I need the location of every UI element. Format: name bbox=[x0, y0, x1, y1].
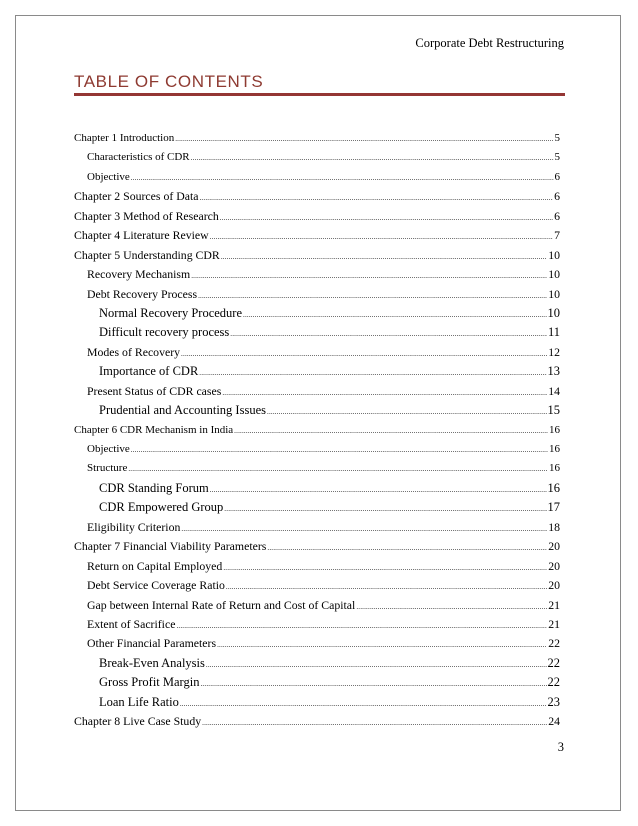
toc-entry-label: Other Financial Parameters bbox=[87, 636, 217, 651]
dot-leader bbox=[217, 636, 547, 655]
toc-entry-label: CDR Standing Forum bbox=[99, 480, 209, 495]
toc-entry-page: 13 bbox=[547, 364, 560, 379]
toc-entry-label: Structure bbox=[87, 462, 128, 475]
dot-leader bbox=[356, 598, 547, 617]
dot-leader bbox=[220, 209, 553, 228]
toc-entry-page: 18 bbox=[548, 519, 560, 534]
toc-entry[interactable] bbox=[74, 459, 560, 478]
toc-entry[interactable] bbox=[74, 693, 560, 712]
toc-entry-page: 22 bbox=[547, 675, 560, 690]
toc-entry[interactable] bbox=[74, 615, 560, 634]
toc-entry-label: Break-Even Analysis bbox=[99, 655, 205, 670]
toc-entry[interactable] bbox=[74, 557, 560, 576]
dot-leader bbox=[221, 248, 547, 267]
dot-leader bbox=[267, 403, 547, 422]
toc-entry[interactable] bbox=[74, 226, 560, 245]
toc-entry-page: 12 bbox=[548, 344, 560, 359]
toc-entry[interactable] bbox=[74, 382, 560, 401]
dot-leader bbox=[131, 169, 554, 188]
toc-entry-page: 5 bbox=[554, 132, 560, 144]
toc-entry-page: 20 bbox=[548, 578, 560, 593]
toc-entry-page: 16 bbox=[549, 443, 560, 455]
toc-entry-page: 23 bbox=[547, 694, 560, 709]
toc-entry-label: Gap between Internal Rate of Return and Cost of Capital bbox=[87, 597, 356, 612]
toc-entry[interactable] bbox=[74, 304, 560, 323]
toc-entry-label: Return on Capital Employed bbox=[87, 558, 223, 573]
toc-title: TABLE OF CONTENTS bbox=[74, 72, 264, 91]
dot-leader bbox=[200, 675, 546, 694]
toc-entry-page: 20 bbox=[548, 539, 560, 554]
toc-entry-page: 7 bbox=[554, 228, 560, 243]
toc-entry-label: Loan Life Ratio bbox=[99, 694, 179, 709]
toc-entry[interactable] bbox=[74, 712, 560, 731]
toc-entry-label: Chapter 8 Live Case Study bbox=[74, 714, 202, 729]
toc-entry[interactable] bbox=[74, 634, 560, 653]
dot-leader bbox=[199, 364, 546, 383]
toc-entry-label: Debt Recovery Process bbox=[87, 286, 198, 301]
toc-entry-page: 16 bbox=[547, 480, 560, 495]
toc-entry-label: CDR Empowered Group bbox=[99, 500, 224, 515]
toc-entry[interactable] bbox=[74, 498, 560, 517]
toc-entry[interactable] bbox=[74, 343, 560, 362]
toc-entry-label: Chapter 1 Introduction bbox=[74, 132, 175, 144]
dot-leader bbox=[199, 189, 553, 208]
toc-entry-page: 21 bbox=[548, 616, 560, 631]
dot-leader bbox=[180, 695, 547, 714]
dot-leader bbox=[181, 345, 547, 364]
toc-entry[interactable] bbox=[74, 518, 560, 537]
dot-leader bbox=[230, 325, 547, 344]
toc-entry[interactable] bbox=[74, 187, 560, 206]
dot-leader bbox=[175, 130, 553, 149]
dot-leader bbox=[176, 617, 547, 636]
toc-entry[interactable] bbox=[74, 207, 560, 226]
dot-leader bbox=[128, 460, 548, 479]
page-number: 3 bbox=[557, 740, 564, 754]
toc-entry-label: Chapter 3 Method of Research bbox=[74, 208, 219, 223]
toc-entry[interactable] bbox=[74, 673, 560, 692]
toc-entry[interactable] bbox=[74, 654, 560, 673]
toc-entry[interactable] bbox=[74, 537, 560, 556]
toc-entry-page: 6 bbox=[554, 189, 560, 204]
toc-entry[interactable] bbox=[74, 129, 560, 148]
toc-entry[interactable] bbox=[74, 401, 560, 420]
toc-entry[interactable] bbox=[74, 148, 560, 167]
toc-entry-page: 16 bbox=[549, 462, 560, 475]
toc-entry-page: 11 bbox=[547, 325, 560, 340]
dot-leader bbox=[222, 384, 547, 403]
dot-leader bbox=[234, 422, 548, 441]
dot-leader bbox=[210, 228, 553, 247]
toc-entry-page: 20 bbox=[548, 558, 560, 573]
toc-entry-label: Present Status of CDR cases bbox=[87, 383, 222, 398]
dot-leader bbox=[198, 287, 547, 306]
toc-entry-page: 21 bbox=[548, 597, 560, 612]
toc-entry[interactable] bbox=[74, 421, 560, 440]
title-underline bbox=[74, 93, 565, 96]
toc-entry-page: 5 bbox=[554, 151, 560, 164]
toc-entry-label: Chapter 7 Financial Viability Parameters bbox=[74, 539, 267, 554]
toc-entry-page: 14 bbox=[548, 383, 560, 398]
toc-entry-label: Chapter 4 Literature Review bbox=[74, 228, 209, 243]
toc-entry-label: Extent of Sacrifice bbox=[87, 616, 176, 631]
dot-leader bbox=[191, 149, 554, 168]
dot-leader bbox=[243, 306, 547, 325]
dot-leader bbox=[210, 481, 547, 500]
toc-entry-page: 6 bbox=[554, 208, 560, 223]
toc-entry-page: 16 bbox=[549, 423, 560, 436]
toc-entry-page: 6 bbox=[554, 170, 560, 183]
toc-entry[interactable] bbox=[74, 440, 560, 459]
dot-leader bbox=[191, 267, 547, 286]
toc-list bbox=[74, 129, 560, 732]
toc-entry-label: Chapter 5 Understanding CDR bbox=[74, 247, 220, 262]
toc-entry-label: Normal Recovery Procedure bbox=[99, 305, 242, 320]
toc-entry[interactable] bbox=[74, 323, 560, 342]
toc-entry-label: Prudential and Accounting Issues bbox=[99, 403, 266, 418]
toc-entry-label: Objective bbox=[87, 170, 130, 183]
running-header: Corporate Debt Restructuring bbox=[415, 36, 564, 50]
toc-entry-page: 24 bbox=[548, 714, 560, 729]
toc-entry[interactable] bbox=[74, 576, 560, 595]
toc-entry-label: Eligibility Criterion bbox=[87, 519, 181, 534]
dot-leader bbox=[206, 656, 547, 675]
toc-entry-label: Modes of Recovery bbox=[87, 344, 181, 359]
toc-entry[interactable] bbox=[74, 596, 560, 615]
toc-entry-label: Debt Service Coverage Ratio bbox=[87, 578, 225, 593]
toc-entry-label: Difficult recovery process bbox=[99, 325, 230, 340]
toc-entry-page: 10 bbox=[547, 305, 560, 320]
toc-entry-page: 17 bbox=[547, 500, 560, 515]
toc-entry[interactable] bbox=[74, 246, 560, 265]
toc-entry-page: 10 bbox=[548, 247, 560, 262]
toc-entry-page: 22 bbox=[547, 655, 560, 670]
toc-entry-page: 22 bbox=[548, 636, 560, 651]
toc-entry[interactable] bbox=[74, 265, 560, 284]
dot-leader bbox=[202, 714, 547, 733]
toc-entry[interactable] bbox=[74, 479, 560, 498]
dot-leader bbox=[267, 539, 547, 558]
dot-leader bbox=[224, 500, 546, 519]
toc-entry[interactable] bbox=[74, 285, 560, 304]
toc-entry-label: Objective bbox=[87, 443, 130, 455]
toc-entry-page: 15 bbox=[547, 403, 560, 418]
dot-leader bbox=[131, 441, 548, 460]
toc-entry-label: Chapter 2 Sources of Data bbox=[74, 189, 199, 204]
toc-entry-label: Importance of CDR bbox=[99, 364, 199, 379]
toc-entry-page: 10 bbox=[548, 286, 560, 301]
toc-entry-label: Recovery Mechanism bbox=[87, 267, 191, 282]
toc-entry-label: Gross Profit Margin bbox=[99, 675, 200, 690]
toc-entry-label: Characteristics of CDR bbox=[87, 151, 190, 164]
dot-leader bbox=[223, 559, 547, 578]
toc-entry-label: Chapter 6 CDR Mechanism in India bbox=[74, 423, 234, 436]
toc-entry[interactable] bbox=[74, 168, 560, 187]
toc-entry-page: 10 bbox=[548, 267, 560, 282]
toc-entry[interactable] bbox=[74, 362, 560, 381]
